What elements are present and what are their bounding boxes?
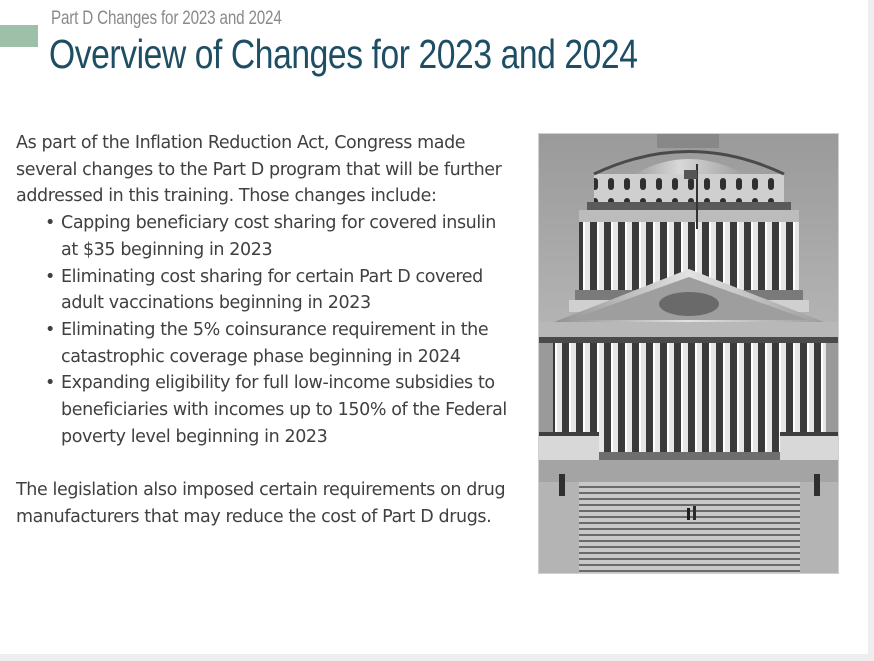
list-item [44,210,516,263]
slide-title: Overview of Changes for 2023 and 2024 [49,31,638,77]
accent-bar [0,25,38,47]
list-item-text: Eliminating the 5% coinsurance requirement in the catastrophic coverage phase beginning in 2024 [61,319,489,367]
body-text [16,130,516,531]
bullet-icon: • [45,319,55,340]
list-item [44,264,516,317]
capitol-building-photo [538,133,839,574]
bullet-icon: • [45,266,55,287]
bullet-icon: • [45,373,55,394]
list-item-text: Expanding eligibility for full low-income subsidies to beneficiaries with incomes up to 150% of the Federal poverty level beginning in 2023 [61,373,507,447]
section-kicker: Part D Changes for 2023 and 2024 [51,8,282,29]
list-item-text: Eliminating cost sharing for certain Part D covered adult vaccinations beginning in 2023 [61,266,483,314]
list-item [44,317,516,370]
changes-list [16,210,516,450]
capitol-illustration [539,134,839,574]
closing-paragraph: The legislation also imposed certain requirements on drug manufacturers that may reduce the cost of Part D drugs. [16,480,506,527]
bullet-icon: • [45,213,55,234]
list-item [44,370,516,450]
intro-paragraph: As part of the Inflation Reduction Act, Congress made several changes to the Part D program that will be further addressed in this training. Those changes include: [16,133,502,207]
list-item-text: Capping beneficiary cost sharing for covered insulin at $35 beginning in 2023 [61,213,496,260]
